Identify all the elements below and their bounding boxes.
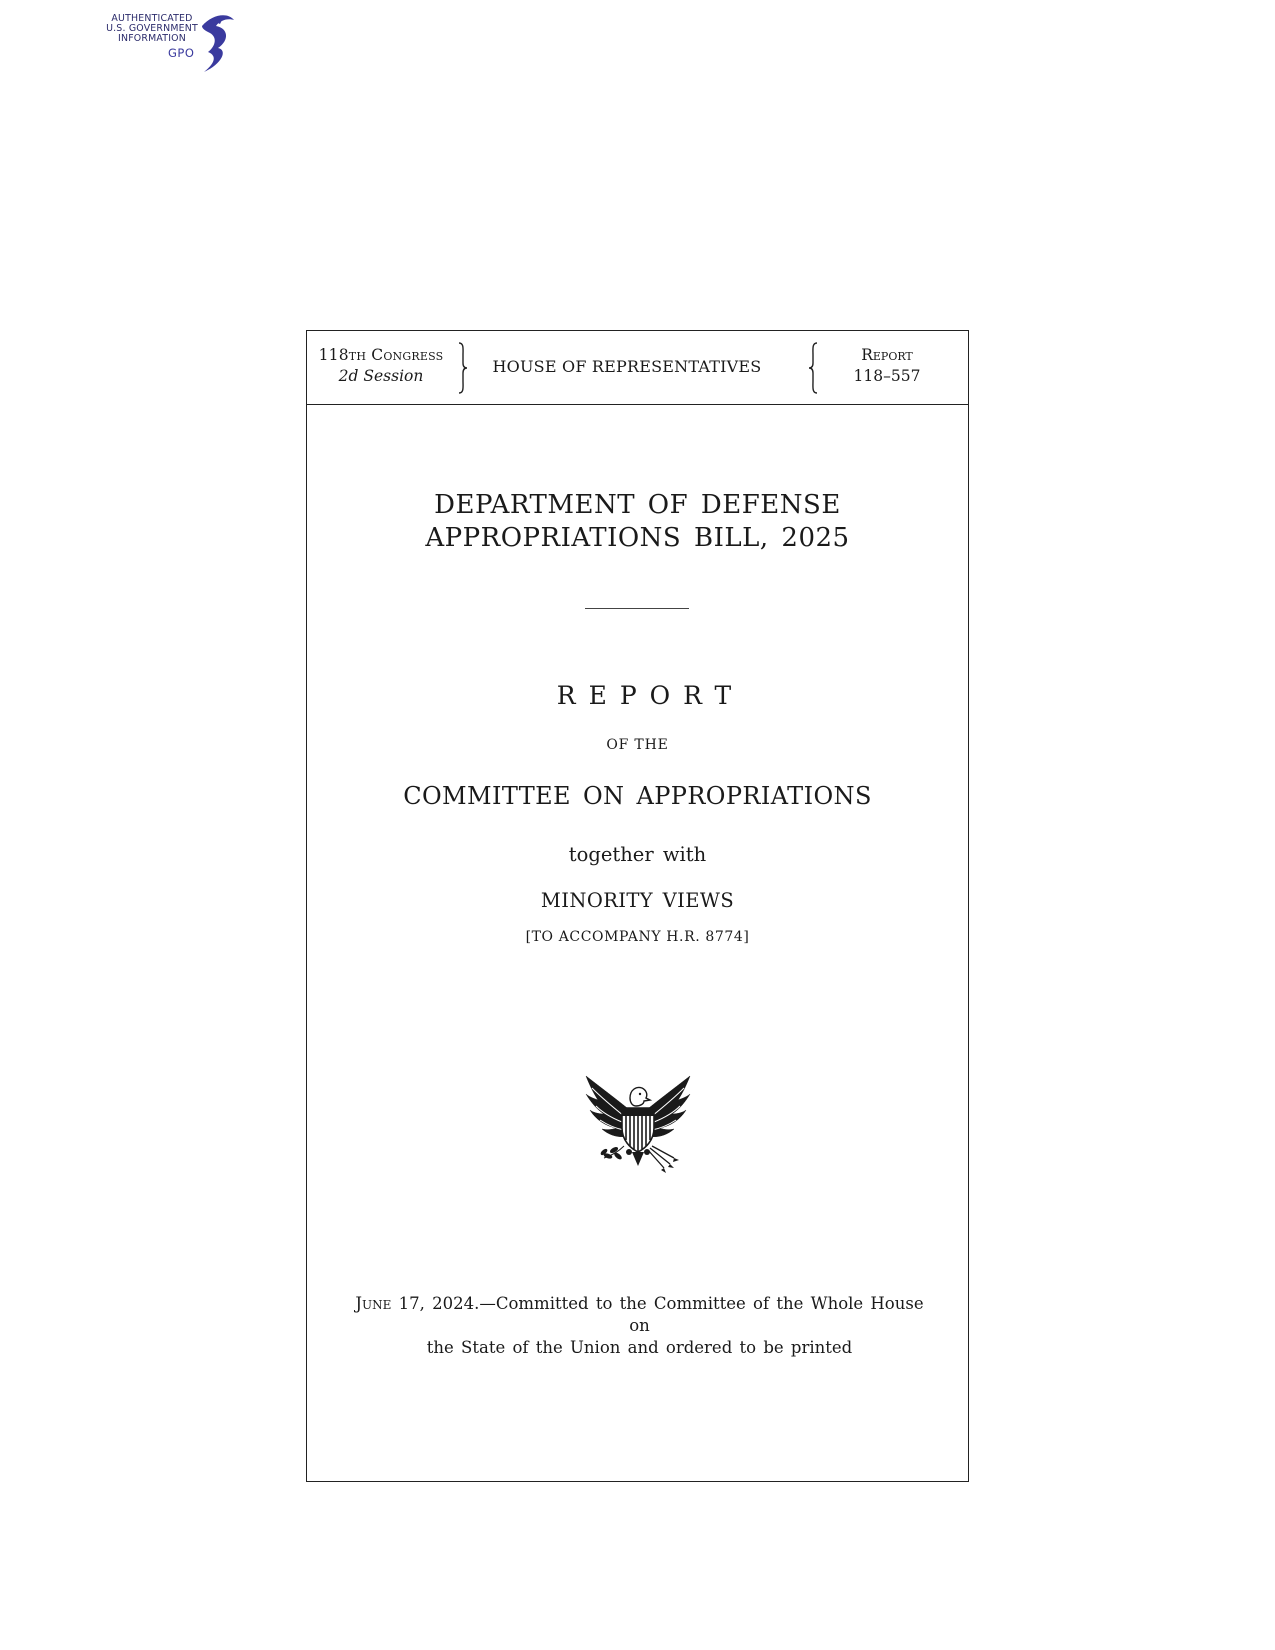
of-the-label: OF THE <box>606 737 669 753</box>
report-header-band <box>307 331 968 405</box>
chamber-label: HOUSE OF REPRESENTATIVES <box>492 357 762 376</box>
committed-date-rest: 17, 2024.—Committed to the Committee of the Whole House on <box>391 1294 924 1335</box>
gpo-mark: GPO <box>168 46 195 60</box>
session-label: 2d Session <box>338 367 424 385</box>
committed-date-month: June <box>355 1294 392 1313</box>
gpo-line-2: U.S. GOVERNMENT <box>106 23 198 34</box>
committed-notice-line-1 <box>347 1293 932 1337</box>
together-with-label: together with <box>568 843 707 866</box>
accompany-bill-label: [TO ACCOMPANY H.R. 8774] <box>525 929 750 945</box>
congress-session-block <box>311 345 451 387</box>
report-label: Report <box>861 346 913 364</box>
bill-title-line-1: DEPARTMENT OF DEFENSE <box>434 490 841 520</box>
minority-views-label: MINORITY VIEWS <box>540 889 735 912</box>
bill-title-line-2: APPROPRIATIONS BILL, 2025 <box>425 523 850 553</box>
gpo-line-3: INFORMATION <box>118 33 186 44</box>
committee-name: COMMITTEE ON APPROPRIATIONS <box>403 782 872 810</box>
report-cover-frame <box>306 330 969 1482</box>
report-number: 118–557 <box>853 367 921 385</box>
bill-title <box>307 489 968 555</box>
committed-notice-line-2: the State of the Union and ordered to be printed <box>426 1338 853 1357</box>
eagle-seal-icon <box>584 1072 692 1176</box>
title-divider <box>585 608 689 609</box>
congress-label: 118th Congress <box>318 346 444 364</box>
report-number-block <box>817 345 957 387</box>
report-heading: REPORT <box>556 681 745 710</box>
gpo-line-1: AUTHENTICATED <box>111 13 193 24</box>
gpo-authentication-logo <box>104 10 244 76</box>
committed-notice <box>347 1293 932 1359</box>
gpo-eagle-swoosh-icon <box>104 10 244 76</box>
